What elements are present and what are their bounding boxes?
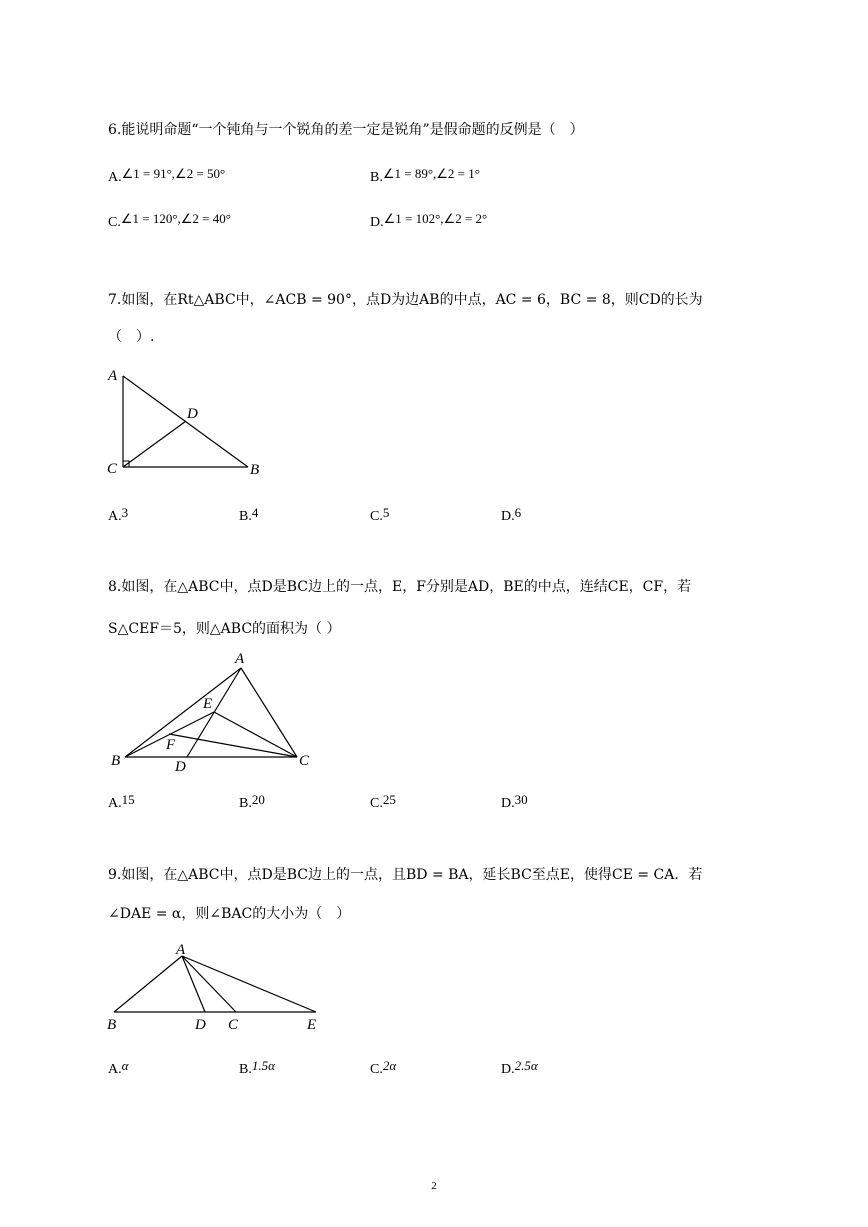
q6-stem: 6.能说明命题“一个钝角与一个锐角的差一定是锐角”是假命题的反例是（ ） bbox=[108, 122, 584, 138]
option-label: A. bbox=[108, 1062, 122, 1077]
q9-stem-line2: ∠DAE = α，则∠BAC的大小为（ ） bbox=[108, 906, 351, 922]
option-label: D. bbox=[501, 509, 515, 524]
q9-label-a: A bbox=[176, 942, 186, 958]
q8-label-d: D bbox=[175, 759, 186, 775]
option-text: 1.5α bbox=[251, 1058, 275, 1073]
q7-stem-line1: 7.如图，在Rt△ABC中，∠ACB = 90°，点D为边AB的中点，AC = 6，BC = 8，则CD的长为 bbox=[108, 292, 703, 308]
q9-stem-line1: 9.如图，在△ABC中，点D是BC边上的一点，且BD = BA，延长BC至点E，使得CE = CA．若 bbox=[108, 867, 703, 883]
option-text: ∠1 = 120°,∠2 = 40° bbox=[120, 211, 231, 226]
q9-label-e: E bbox=[307, 1017, 317, 1033]
q8-label-c: C bbox=[299, 753, 310, 769]
option-text: 25 bbox=[382, 792, 396, 807]
option-label: A. bbox=[108, 796, 122, 811]
q9-label-d: D bbox=[195, 1017, 206, 1033]
q9-segment-ac bbox=[182, 956, 236, 1012]
option-label: B. bbox=[239, 1062, 252, 1077]
option-text: 2α bbox=[382, 1058, 397, 1073]
option-label: C. bbox=[108, 215, 121, 230]
q9-option-c[interactable] bbox=[370, 1057, 396, 1079]
option-text: α bbox=[121, 1058, 129, 1073]
option-label: C. bbox=[370, 509, 383, 524]
page-number: 2 bbox=[431, 1180, 437, 1192]
q7-label-a: A bbox=[108, 368, 118, 384]
option-label: C. bbox=[370, 1062, 383, 1077]
option-text: 3 bbox=[121, 505, 129, 520]
q9-option-b[interactable] bbox=[239, 1057, 275, 1079]
q7-stem-line2: （ ）. bbox=[108, 329, 155, 345]
option-label: D. bbox=[370, 215, 384, 230]
q7-label-b: B bbox=[250, 462, 260, 478]
q8-label-a: A bbox=[235, 651, 245, 667]
option-text: 20 bbox=[251, 792, 265, 807]
q9-option-d[interactable] bbox=[501, 1057, 538, 1079]
q8-stem-line1: 8.如图，在△ABC中，点D是BC边上的一点，E，F分别是AD，BE的中点，连结CE，CF，若 bbox=[108, 579, 692, 595]
option-label: A. bbox=[108, 170, 122, 185]
option-label: C. bbox=[370, 796, 383, 811]
q7-label-d: D bbox=[187, 406, 198, 422]
option-label: D. bbox=[501, 796, 515, 811]
option-text: ∠1 = 91°,∠2 = 50° bbox=[121, 166, 226, 181]
q8-label-f: F bbox=[166, 737, 176, 753]
option-label: B. bbox=[370, 170, 383, 185]
option-label: B. bbox=[239, 796, 252, 811]
option-label: D. bbox=[501, 1062, 515, 1077]
option-text: 2.5α bbox=[514, 1058, 538, 1073]
option-text: 5 bbox=[382, 505, 390, 520]
q8-label-e: E bbox=[203, 696, 213, 712]
q7-label-c: C bbox=[107, 461, 118, 477]
option-text: 15 bbox=[121, 792, 135, 807]
q9-label-b: B bbox=[107, 1017, 117, 1033]
option-label: A. bbox=[108, 509, 122, 524]
option-text: 4 bbox=[251, 505, 259, 520]
q9-segment-ab bbox=[114, 956, 182, 1012]
q8-label-b: B bbox=[111, 753, 121, 769]
q9-label-c: C bbox=[228, 1017, 239, 1033]
option-text: 6 bbox=[514, 505, 522, 520]
q8-stem-line2: S△CEF＝5，则△ABC的面积为（ ） bbox=[108, 621, 341, 637]
option-label: B. bbox=[239, 509, 252, 524]
option-text: ∠1 = 89°,∠2 = 1° bbox=[382, 166, 480, 181]
q9-option-a[interactable] bbox=[108, 1057, 128, 1079]
option-text: ∠1 = 102°,∠2 = 2° bbox=[383, 211, 488, 226]
option-text: 30 bbox=[514, 792, 528, 807]
